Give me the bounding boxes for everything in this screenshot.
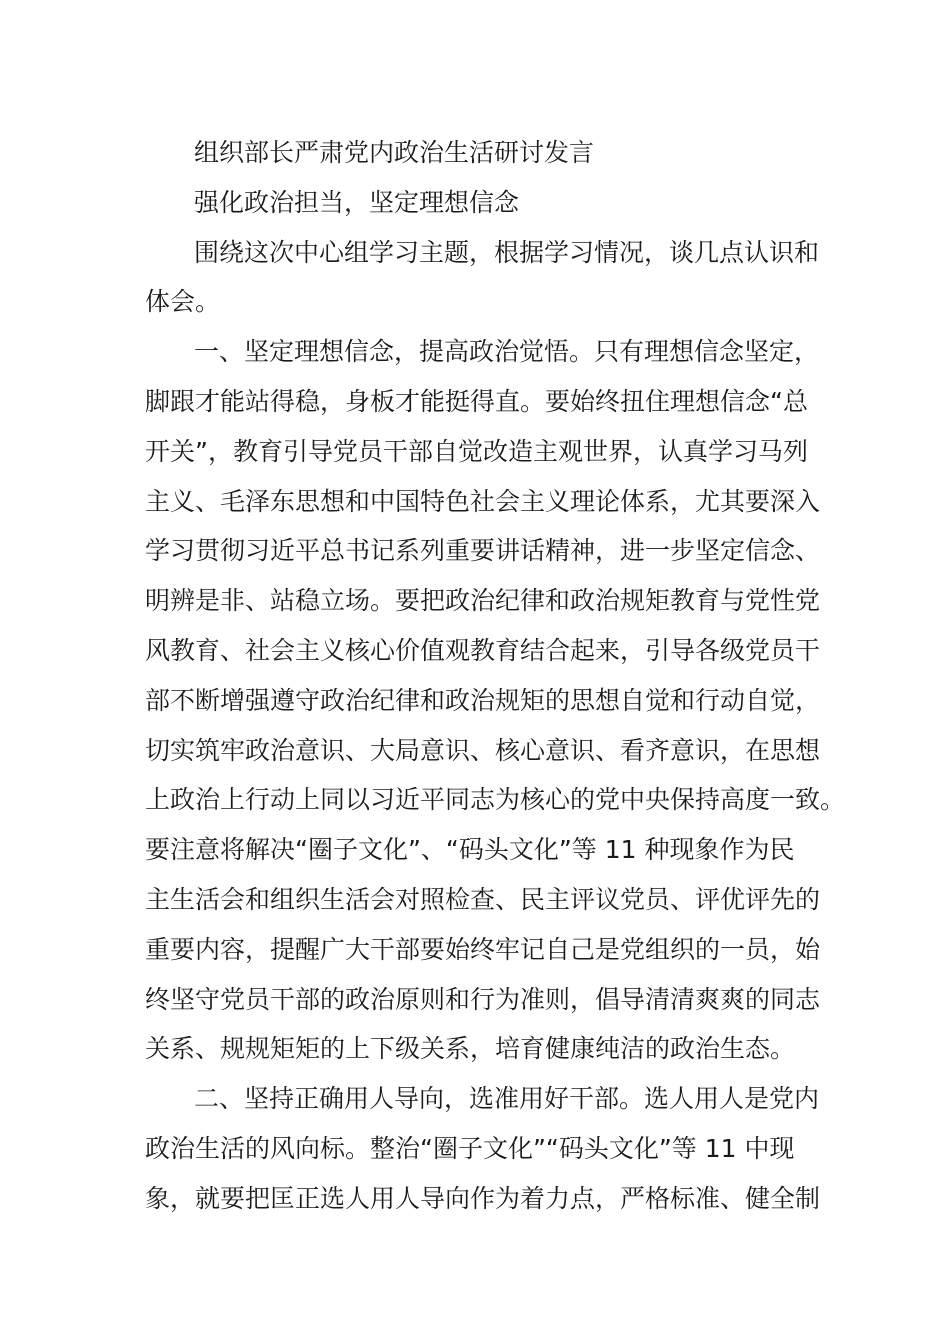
paragraph-line: 二、坚持正确用人导向，选准用好干部。选人用人是党内 — [194, 1084, 820, 1114]
paragraph-line: 围绕这次中心组学习主题，根据学习情况，谈几点认识和 — [194, 237, 820, 267]
document-body — [145, 128, 846, 1224]
paragraph-line: 学习贯彻习近平总书记系列重要讲话精神，进一步坚定信念、 — [145, 536, 821, 566]
paragraph-line: 象，就要把匡正选人用人导向作为着力点，严格标准、健全制 — [145, 1183, 821, 1213]
paragraph-line: 明辨是非、站稳立场。要把政治纪律和政治规矩教育与党性党 — [145, 586, 821, 616]
paragraph-line: 重要内容，提醒广大干部要始终牢记自己是党组织的一员，始 — [145, 934, 821, 964]
paragraph-line: 上政治上行动上同以习近平同志为核心的党中央保持高度一致。 — [145, 785, 846, 815]
paragraph-line: 主生活会和组织生活会对照检查、民主评议党员、评优评先的 — [145, 884, 821, 914]
document-subtitle: 强化政治担当，坚定理想信念 — [194, 187, 520, 217]
paragraph-line: 一、坚定理想信念，提高政治觉悟。只有理想信念坚定， — [194, 337, 820, 367]
paragraph-line: 政治生活的风向标。整治“圈子文化”“码头文化”等 11 中现 — [145, 1133, 795, 1163]
paragraph-line: 风教育、社会主义核心价值观教育结合起来，引导各级党员干 — [145, 635, 821, 665]
paragraph-line: 部不断增强遵守政治纪律和政治规矩的思想自觉和行动自觉， — [145, 685, 821, 715]
paragraph-line: 主义、毛泽东思想和中国特色社会主义理论体系，尤其要深入 — [145, 486, 821, 516]
paragraph-line: 切实筑牢政治意识、大局意识、核心意识、看齐意识，在思想 — [145, 735, 821, 765]
paragraph-line: 开关”，教育引导党员干部自觉改造主观世界，认真学习马列 — [145, 436, 808, 466]
paragraph-line: 脚跟才能站得稳，身板才能挺得直。要始终扭住理想信念“总 — [145, 386, 808, 416]
document-title: 组织部长严肃党内政治生活研讨发言 — [194, 138, 595, 167]
paragraph-line: 体会。 — [145, 287, 221, 317]
paragraph-line: 关系、规规矩矩的上下级关系，培育健康纯洁的政治生态。 — [145, 1034, 796, 1064]
paragraph-line: 要注意将解决“圈子文化”、“码头文化”等 11 种现象作为民 — [145, 835, 795, 865]
paragraph-line: 终坚守党员干部的政治原则和行为准则，倡导清清爽爽的同志 — [145, 984, 821, 1014]
